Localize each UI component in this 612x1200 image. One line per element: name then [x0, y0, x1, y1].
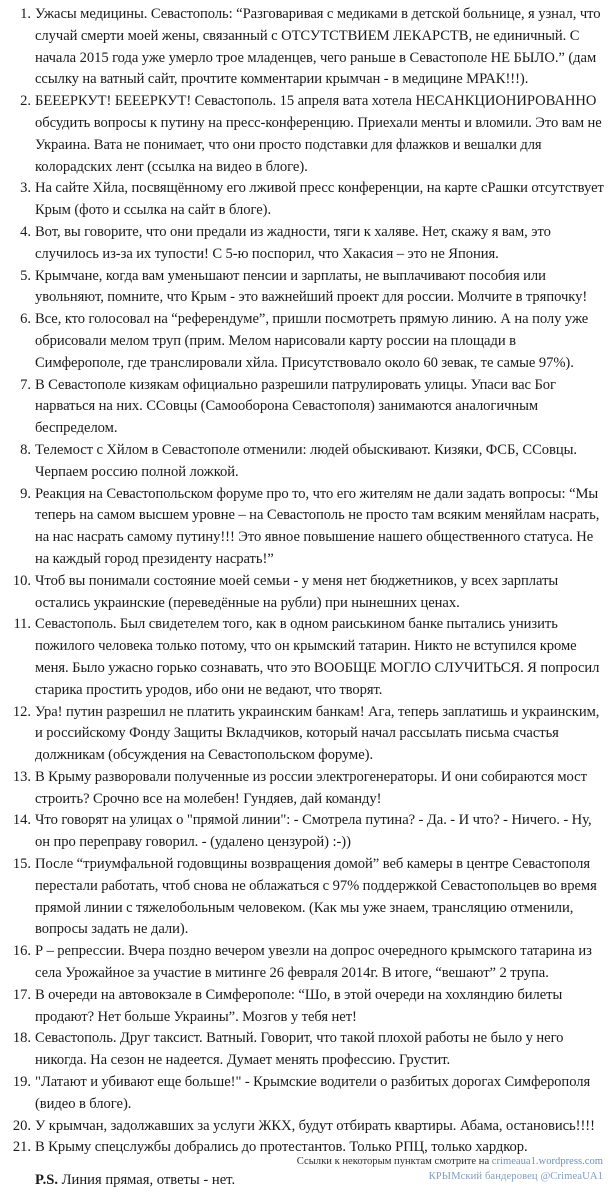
list-item-number: 2. — [20, 93, 31, 110]
list-item-number: 9. — [20, 485, 31, 502]
list-item — [8, 4, 604, 91]
list-item — [8, 266, 604, 310]
postscript-label: P.S. — [35, 1172, 58, 1189]
list-item-text: В Крыму разворовали полученные из россии электрогенераторы. И они собираются мост строить? Срочно все на молебен! Гундяев, дай команду! — [35, 768, 587, 807]
list-item — [8, 440, 604, 484]
list-item-number: 14. — [12, 812, 31, 829]
list-item — [8, 91, 604, 178]
list-item-text: Севастополь. Друг таксист. Ватный. Говорит, что такой плохой работы не было у него никогда. На сезон не надеется. Думает менять профессию. Грустит. — [35, 1030, 564, 1069]
list-item-text: Все, кто голосовал на “референдуме”, пришли посмотреть прямую линию. А на полу уже обрисовали мелом труп (прим. Мелом нарисовали карту россии на площади в Симферополе, где транслировали хйла. Присутствовало около 60 зевак, те самые 97%). — [35, 311, 589, 371]
list-item-number: 19. — [12, 1074, 31, 1091]
list-item-text: Телемост с Хйлом в Севастополе отменили: людей обыскивают. Кизяки, ФСБ, ССовцы. Черпаем россию полной ложкой. — [35, 441, 577, 480]
list-item — [8, 309, 604, 374]
list-item-number: 8. — [20, 441, 31, 458]
list-item — [8, 1116, 604, 1138]
list-item-number: 1. — [20, 6, 31, 22]
list-item — [8, 854, 604, 941]
footer-source-line — [297, 1155, 603, 1170]
footer-handle[interactable]: КРЫМский бандеровец @CrimeaUA1 — [428, 1170, 603, 1182]
list-item-text: БЕЕЕРКУТ! БЕЕЕРКУТ! Севастополь. 15 апреля вата хотела НЕСАНКЦИОНИРОВАННО обсудить вопросы к путину на пресс-конференцию. Приехали менты и вломили. Это вам не Украина. Вата не понимает, что они просто подставки для флажков и вешалки для колорадских лент (ссылка на видео в блоге). — [35, 93, 602, 175]
list-item-text: Р – репрессии. Вчера поздно вечером увезли на допрос очередного крымского татарина из села Урожайное за участие в митинге 26 февраля 2014г. В итоге, “вешают” 2 трупа. — [35, 943, 592, 982]
list-item — [8, 222, 604, 266]
list-item — [8, 1028, 604, 1072]
footer-lead-text: Ссылки к некоторым пунктам смотрите на — [296, 1156, 492, 1167]
list-item-text: У крымчан, задолжавших за услуги ЖКХ, будут отбирать квартиры. Абама, остановись!!!! — [35, 1117, 595, 1134]
list-item-number: 20. — [12, 1117, 31, 1134]
list-item-text: Реакция на Севастопольском форуме про то, что его жителям не дали задать вопросы: “Мы теперь на самом высшем уровне – на Севастополь не просто там всяким меняйлам насрать, на нас насрать самому путину!!! Это явное повышение нашего общественного статуса. Не на каждый город президенту насрать!” — [35, 485, 600, 567]
list-item — [8, 375, 604, 440]
list-item-text: В очереди на автовокзале в Симферополе: “Шо, в этой очереди на хохляндию билеты продают? Нет больше Украины”. Мозгов у тебя нет! — [35, 986, 563, 1025]
list-item-text: Вот, вы говорите, что они предали из жадности, тяги к халяве. Нет, скажу я вам, это случилось из-за их тупости! С 5-ю поспорил, что Хакасия – это не Япония. — [35, 223, 551, 262]
list-item-number: 13. — [12, 768, 31, 785]
list-item-number: 16. — [12, 943, 31, 960]
list-item-number: 7. — [20, 376, 31, 393]
list-item — [8, 702, 604, 767]
list-item-number: 17. — [12, 986, 31, 1003]
list-item — [8, 571, 604, 615]
list-item-text: На сайте Хйла, посвящённому его лживой пресс конференции, на карте сРашки отсутствует Крым (фото и ссылка на сайт в блоге). — [35, 180, 604, 219]
list-item-text: После “триумфальной годовщины возвращения домой” веб камеры в центре Севастополя перестали работать, чтоб снова не облажаться с 97% поддержкой Севастопольцев во время прямой линии с тяжелобольным человеком. (Как мы уже знаем, трансляцию отменили, вопросы задать не дали). — [35, 856, 597, 938]
list-item-text: Севастополь. Был свидетелем того, как в одном раиськином банке пытались унизить пожилого человека только потому, что он крымский татарин. Никто не вступился кроме меня. Было ужасно горько сознавать, что это ВООБЩЕ МОГЛО СЛУЧИТЬСЯ. Я попросил старика простить уродов, ибо они не ведают, что творят. — [35, 616, 600, 698]
list-item — [8, 985, 604, 1029]
list-item — [8, 178, 604, 222]
list-item-text: Чтоб вы понимали состояние моей семьи - у меня нет бюджетников, у всех зарплаты остались украинские (переведённые на рубли) при нынешних ценах. — [35, 572, 559, 611]
list-item-number: 15. — [12, 856, 31, 873]
list-item-number: 10. — [12, 572, 31, 589]
list-item-number: 5. — [20, 267, 31, 284]
list-item-text: "Латают и убивают еще больше!" - Крымские водители о разбитых дорогах Симферополя (видео в блоге). — [35, 1074, 591, 1112]
list-item — [8, 614, 604, 701]
list-item-text: В Крыму спецслужбы добрались до протестантов. Только РПЦ, только хардкор. — [35, 1139, 528, 1156]
list-item — [8, 810, 604, 854]
postscript-text: Линия прямая, ответы - нет. — [58, 1172, 236, 1189]
list-item-number: 21. — [12, 1139, 31, 1156]
list-item-number: 11. — [13, 616, 31, 633]
list-item-number: 12. — [12, 703, 31, 720]
list-item-text: Что говорят на улицах о "прямой линии": - Смотрела путина? - Да. - И что? - Ничего. - Ну, он про переправу говорил. - (удалено цензурой) :-)) — [35, 812, 592, 851]
list-item-number: 4. — [20, 223, 31, 240]
footer-blog-link[interactable]: crimeaua1.wordpress.com — [491, 1156, 603, 1167]
list-item-text: Ура! путин разрешил не платить украинским банкам! Ага, теперь заплатишь и украинским, и российскому Фонду Защиты Вкладчиков, который начал рассылать письма счастья должникам (обсуждения на Севастопольском форуме). — [35, 703, 600, 764]
list-item — [8, 941, 604, 985]
list-item-text: Крымчане, когда вам уменьшают пенсии и зарплаты, не выплачивают пособия или увольняют, помните, что Крым - это важнейший проект для россии. Молчите в тряпочку! — [35, 267, 588, 306]
list-item-number: 18. — [12, 1030, 31, 1047]
list-item-number: 3. — [20, 180, 31, 197]
list-item — [8, 484, 604, 571]
list-item — [8, 1072, 604, 1116]
footer — [297, 1155, 603, 1184]
list-item-text: В Севастополе кизякам официально разрешили патрулировать улицы. Упаси вас Бог нарваться на них. ССовцы (Самооборона Севастополя) занимаются аналогичным беспределом. — [35, 376, 556, 437]
list-item-text: Ужасы медицины. Севастополь: “Разговаривая с медиками в детской больнице, я узнал, что случай смерти моей жены, связанный с ОТСУТСТВИЕМ ЛЕКАРСТВ, не единичный. С начала 2015 года уже умерло трое младенцев, чего раньше в Севастополе НЕ БЫЛО.” (дам ссылку на ватный сайт, прочтите комментарии крымчан - в медицине МРАК!!!). — [35, 6, 601, 88]
list-item — [8, 767, 604, 811]
numbered-list — [8, 4, 604, 1159]
list-item-number: 6. — [20, 311, 31, 328]
